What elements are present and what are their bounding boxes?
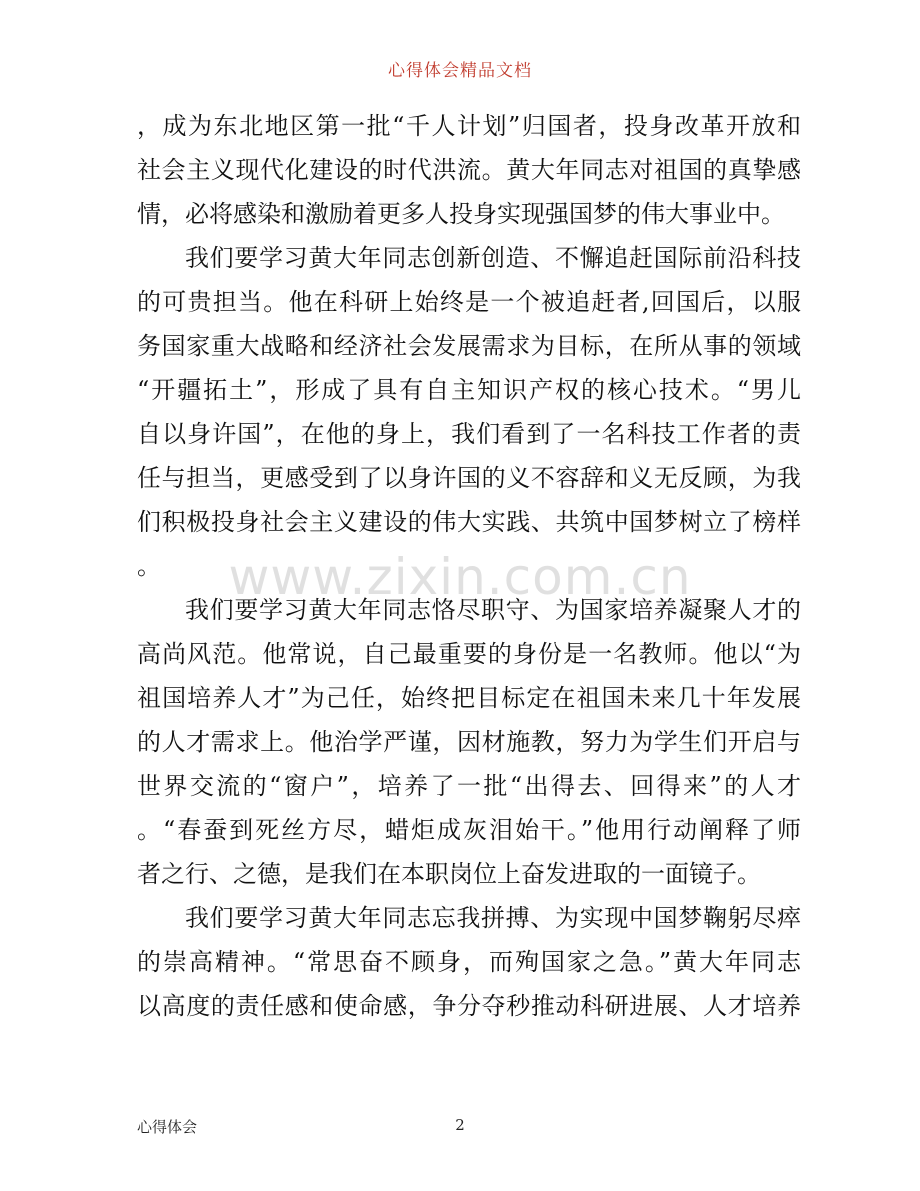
document-header-title: 心得体会精品文档	[388, 61, 532, 81]
text-line: 者之行、之德，是我们在本职岗位上奋发进取的一面镜子。	[137, 860, 761, 888]
text-line: 的崇高精神。“常思奋不顾身，而殉国家之急。”黄大年同志	[137, 948, 801, 976]
footer-label: 心得体会	[137, 1118, 198, 1136]
text-line: 我们要学习黄大年同志创新创造、不懈追赶国际前沿科技	[185, 244, 801, 272]
page-number: 2	[455, 1116, 465, 1134]
text-line: “开疆拓土”，形成了具有自主知识产权的核心技术。“男儿	[137, 376, 801, 404]
text-line: 我们要学习黄大年同志恪尽职守、为国家培养凝聚人才的	[185, 596, 801, 624]
text-line: 。	[137, 552, 161, 580]
text-line: 务国家重大战略和经济社会发展需求为目标，在所从事的领域	[137, 332, 801, 360]
text-line: 情，必将感染和激励着更多人投身实现强国梦的伟大事业中。	[137, 200, 785, 228]
document-body	[137, 104, 801, 1028]
text-line: 祖国培养人才”为己任，始终把目标定在祖国未来几十年发展	[137, 684, 801, 712]
text-line: 。“春蚕到死丝方尽，蜡炬成灰泪始干。”他用行动阐释了师	[137, 816, 801, 844]
text-line: 的可贵担当。他在科研上始终是一个被追赶者,回国后，以服	[137, 288, 801, 316]
text-line: 任与担当，更感受到了以身许国的义不容辞和义无反顾，为我	[137, 464, 801, 492]
text-line: 社会主义现代化建设的时代洪流。黄大年同志对祖国的真挚感	[137, 156, 801, 184]
text-line: 我们要学习黄大年同志忘我拼搏、为实现中国梦鞠躬尽瘁	[185, 904, 801, 932]
text-line: 自以身许国”，在他的身上，我们看到了一名科技工作者的责	[137, 420, 801, 448]
text-line: 的人才需求上。他治学严谨，因材施教，努力为学生们开启与	[137, 728, 801, 756]
text-line: ，成为东北地区第一批“千人计划”归国者，投身改革开放和	[137, 112, 801, 140]
text-line: 世界交流的“窗户”，培养了一批“出得去、回得来”的人才	[137, 772, 801, 800]
watermark: www.zixin.com.cn	[228, 548, 692, 606]
text-line: 以高度的责任感和使命感，争分夺秒推动科研进展、人才培养	[137, 992, 801, 1020]
text-line: 们积极投身社会主义建设的伟大实践、共筑中国梦树立了榜样	[137, 508, 801, 536]
text-line: 高尚风范。他常说，自己最重要的身份是一名教师。他以“为	[137, 640, 801, 668]
